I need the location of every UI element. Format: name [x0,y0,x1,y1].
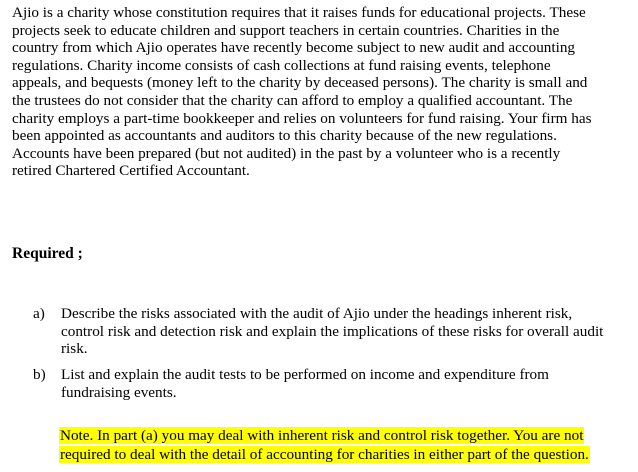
question-text [61,305,638,358]
intro-line: retired Chartered Certified Accountant. [12,162,250,180]
intro-line: appeals, and bequests (money left to the charity by deceased persons). The charity is small and [12,74,588,92]
intro-line: Accounts have been prepared (but not audited) in the past by a volunteer who is a recently [12,144,561,162]
intro-line: the trustees do not consider that the charity can afford to employ a qualified accountant. The [12,91,573,109]
question-marker: a) [33,305,45,322]
required-heading: Required ; [12,245,83,262]
intro-line: regulations. Charity income consists of cash collections at fund raising events, telephone [12,56,551,74]
intro-line: projects seek to educate children and support teachers in certain countries. Charities in the [12,21,560,39]
question-line: risk. [61,340,88,358]
intro-paragraph [12,4,634,180]
highlighted-note [59,426,590,464]
question-line: fundraising events. [61,383,177,401]
question-line: List and explain the audit tests to be performed on income and expenditure from [61,366,549,383]
intro-line: Ajio is a charity whose constitution requires that it raises funds for educational projects. These [12,4,586,21]
note-line: required to deal with the detail of accounting for charities in either part of the question. [60,446,589,463]
intro-line: been appointed as accountants and auditors to this charity because of the new regulations. [12,127,557,145]
intro-line: charity employs a part-time bookkeeper and relies on volunteers for fund raising. Your firm has [12,109,592,127]
question-line: Describe the risks associated with the audit of Ajio under the headings inherent risk, [61,305,573,322]
question-marker: b) [33,366,46,383]
note-line: Note. In part (a) you may deal with inherent risk and control risk together. You are not [60,427,584,444]
question-text [61,366,638,401]
intro-line: country from which Ajio operates have recently become subject to new audit and accounting [12,39,576,57]
question-line: control risk and detection risk and explain the implications of these risks for overall audit [61,322,604,340]
